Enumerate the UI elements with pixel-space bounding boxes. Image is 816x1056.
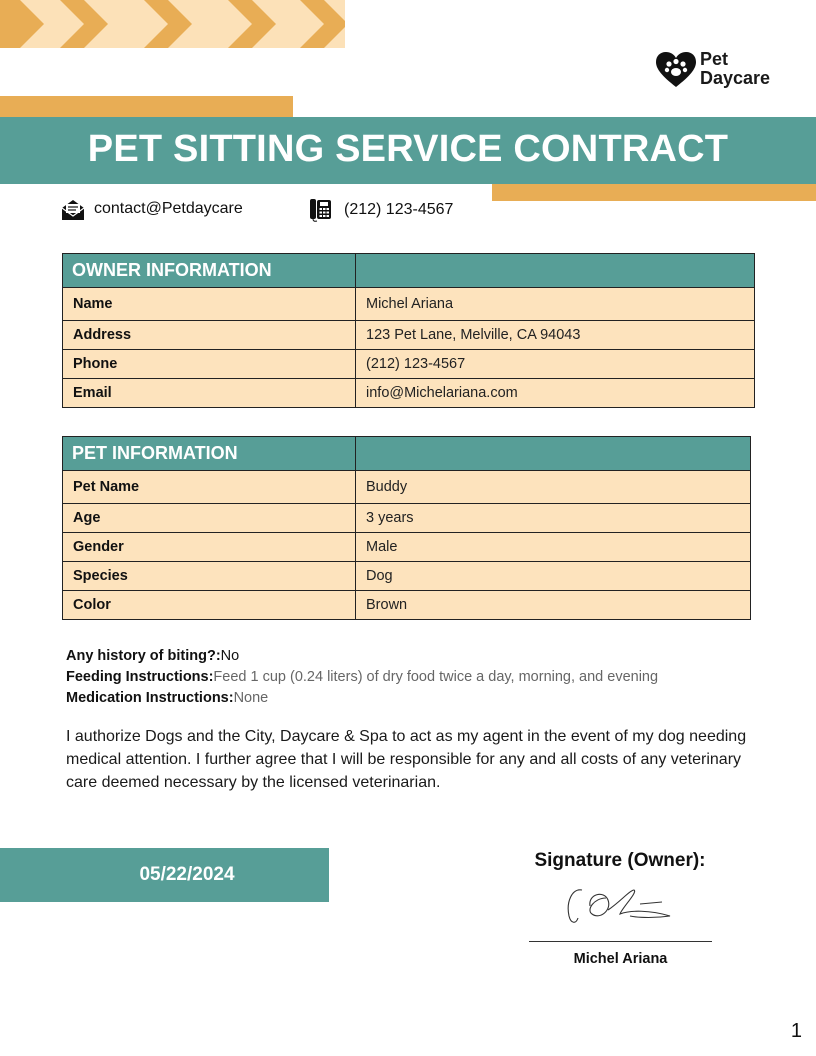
logo-line-1: Pet	[700, 49, 729, 69]
table-row	[63, 591, 751, 620]
table-row	[63, 504, 751, 533]
page-title: PET SITTING SERVICE CONTRACT	[87, 128, 729, 170]
table-row	[63, 350, 755, 379]
signer-name: Michel Ariana	[573, 951, 668, 967]
owner-address-value: 123 Pet Lane, Melville, CA 94043	[356, 321, 755, 350]
decorative-orange-bar-bottom	[492, 184, 816, 201]
feeding-value: Feed 1 cup (0.24 liters) of dry food twice a day, morning, and evening	[213, 669, 659, 685]
contact-email[interactable]: contact@Petdaycare	[94, 200, 243, 217]
biting-label: Any history of biting?:	[66, 648, 221, 664]
pet-species-label: Species	[63, 562, 356, 591]
handwritten-signature	[560, 880, 680, 930]
contract-date: 05/22/2024	[139, 864, 235, 885]
pet-color-label: Color	[63, 591, 356, 620]
logo-line-2: Daycare	[700, 68, 771, 88]
owner-address-label: Address	[63, 321, 356, 350]
table-row	[63, 471, 751, 504]
owner-name-value: Michel Ariana	[356, 288, 755, 321]
pet-information-table	[62, 436, 751, 620]
pet-species-value: Dog	[356, 562, 751, 591]
medication-instructions-note	[66, 690, 268, 706]
owner-table-header-blank	[356, 254, 755, 288]
owner-phone-label: Phone	[63, 350, 356, 379]
decorative-orange-bar-top	[0, 96, 293, 117]
pet-name-label: Pet Name	[63, 471, 356, 504]
table-row	[63, 288, 755, 321]
feeding-label: Feeding Instructions:	[66, 669, 214, 685]
table-row	[63, 562, 751, 591]
biting-history-note	[66, 648, 239, 664]
paw-heart-icon	[656, 52, 696, 88]
table-row	[63, 321, 755, 350]
owner-phone-value: (212) 123-4567	[356, 350, 755, 379]
contact-phone[interactable]: (212) 123-4567	[344, 201, 454, 218]
table-header-row	[63, 437, 751, 471]
envelope-icon	[61, 199, 85, 221]
owner-email-value: info@Michelariana.com	[356, 379, 755, 408]
owner-table-header: OWNER INFORMATION	[63, 254, 356, 288]
pet-gender-value: Male	[356, 533, 751, 562]
pet-table-header-blank	[356, 437, 751, 471]
pet-daycare-logo	[656, 50, 776, 94]
pet-age-label: Age	[63, 504, 356, 533]
telephone-icon	[310, 198, 332, 222]
logo-text	[700, 50, 770, 88]
page-number: 1	[790, 1020, 802, 1042]
table-row	[63, 533, 751, 562]
authorization-paragraph: I authorize Dogs and the City, Daycare & Spa to act as my agent in the event of my dog needing medical attention. I further agree that I will be responsible for any and all costs of any veterinary care deemed necessary by the licensed veterinarian.	[66, 728, 747, 791]
pet-table-header: PET INFORMATION	[63, 437, 356, 471]
signature-line	[529, 941, 712, 942]
signature-label: Signature (Owner):	[534, 850, 706, 871]
decorative-chevron-band	[0, 0, 345, 48]
owner-email-label: Email	[63, 379, 356, 408]
owner-information-table	[62, 253, 755, 408]
medication-value: None	[233, 690, 269, 706]
pet-gender-label: Gender	[63, 533, 356, 562]
feeding-instructions-note	[66, 669, 658, 685]
pet-color-value: Brown	[356, 591, 751, 620]
pet-age-value: 3 years	[356, 504, 751, 533]
biting-value: No	[220, 648, 240, 664]
table-header-row	[63, 254, 755, 288]
table-row	[63, 379, 755, 408]
owner-name-label: Name	[63, 288, 356, 321]
medication-label: Medication Instructions:	[66, 690, 234, 706]
pet-name-value: Buddy	[356, 471, 751, 504]
